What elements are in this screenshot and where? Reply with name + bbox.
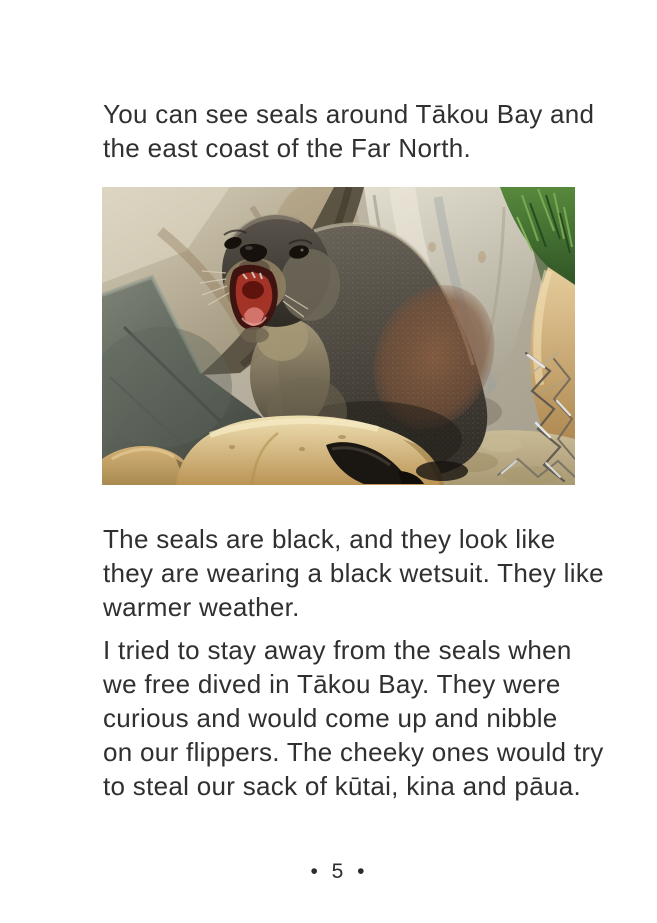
seal-photo-illustration	[102, 187, 575, 485]
page-number: • 5 •	[310, 860, 369, 883]
seal-photo	[102, 187, 575, 485]
paragraph-seal-description	[103, 522, 604, 624]
text-line: The seals are black, and they look like	[103, 524, 556, 554]
text-line: the east coast of the Far North.	[103, 133, 472, 163]
paragraph-diving-story	[103, 633, 604, 803]
text-line: on our flippers. The cheeky ones would try	[103, 737, 604, 767]
paragraph-intro	[103, 97, 598, 165]
text-line: to steal our sack of kūtai, kina and pāua.	[103, 771, 581, 801]
text-line: they are wearing a black wetsuit. They like	[103, 558, 604, 588]
text-line: You can see seals around Tākou Bay and	[103, 99, 595, 129]
text-line: curious and would come up and nibble	[103, 703, 558, 733]
text-line: warmer weather.	[103, 592, 300, 622]
text-line: we free dived in Tākou Bay. They were	[103, 669, 561, 699]
text-line: I tried to stay away from the seals when	[103, 635, 572, 665]
